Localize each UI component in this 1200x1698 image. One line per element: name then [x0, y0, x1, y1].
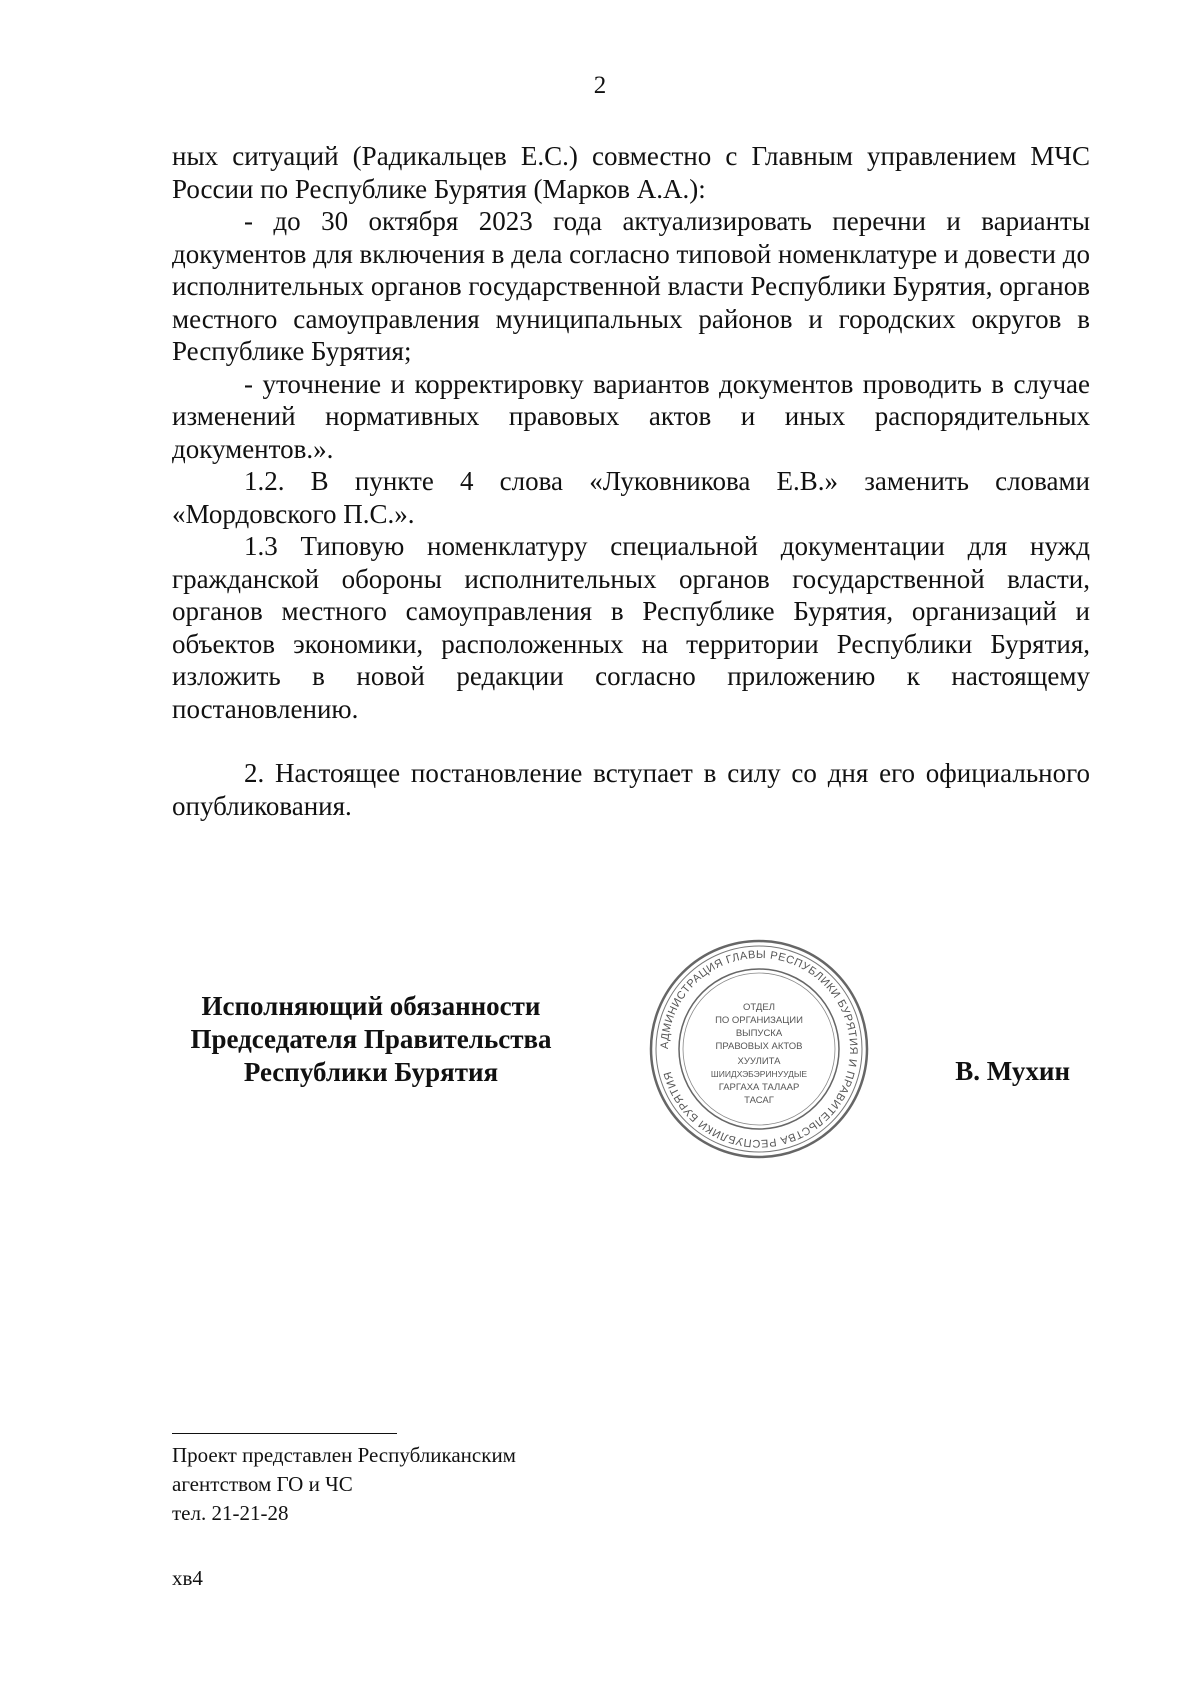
- document-body: [172, 140, 1090, 822]
- footnote-line: агентством ГО и ЧС: [172, 1472, 353, 1496]
- paragraph-2: 2. Настоящее постановление вступает в силу со дня его официального опубликования.: [172, 758, 1090, 821]
- footnote-line: Проект представлен Республиканским: [172, 1443, 516, 1467]
- seal-center-line: ВЫПУСКА: [735, 1028, 783, 1039]
- paragraph-1-2: 1.2. В пункте 4 слова «Луковникова Е.В.» заменить словами «Мордовского П.С.».: [172, 466, 1090, 529]
- seal-center-line: ГАРГАХА ТАЛААР: [718, 1082, 800, 1093]
- signer-position-line: Председателя Правительства: [190, 1024, 552, 1054]
- signer-name: В. Мухин: [955, 1056, 1070, 1086]
- page-number: 2: [593, 72, 607, 99]
- seal-center-line: ПРАВОВЫХ АКТОВ: [715, 1041, 803, 1052]
- seal-stamp-icon: [648, 938, 870, 1160]
- document-code: хв4: [172, 1566, 203, 1590]
- footnote-line: тел. 21-21-28: [172, 1501, 289, 1525]
- paragraph-corrections: - уточнение и корректировку вариантов документов проводить в случае изменений нормативных правовых актов и иных распорядительных документов.».: [172, 368, 1090, 464]
- seal-center-line: ТАСАГ: [744, 1095, 774, 1106]
- paragraph-deadline: - до 30 октября 2023 года актуализировать перечни и варианты документов для включения в дела согласно типовой номенклатуре и довести до исполнительных органов государственной власти Республики Бурятия, органов местного самоуправления муниципальных районов и городских округов в Республике Бурятия;: [172, 206, 1090, 366]
- official-seal: [648, 938, 870, 1160]
- paragraph-continuation: ных ситуаций (Радикальцев Е.С.) совместно с Главным управлением МЧС России по Республике Бурятия (Марков А.А.):: [172, 141, 1090, 204]
- signer-position-line: Исполняющий обязанности: [201, 991, 541, 1021]
- signer-position-line: Республики Бурятия: [243, 1057, 499, 1087]
- paragraph-1-3: 1.3 Типовую номенклатуру специальной документации для нужд гражданской обороны исполнительных органов государственной власти, органов местного самоуправления в Республике Бурятия, организаций и объектов экономики, расположенных на территории Республики Бурятия, изложить в новой редакции согласно приложению к настоящему постановлению.: [172, 531, 1090, 724]
- seal-center-line: ПО ОРГАНИЗАЦИИ: [715, 1015, 803, 1026]
- footnote-divider: [172, 1433, 397, 1434]
- seal-outer-text: АДМИНИСТРАЦИЯ ГЛАВЫ РЕСПУБЛИКИ БУРЯТИЯ И ПРАВИТЕЛЬСТВА РЕСПУБЛИКИ БУРЯТИЯ: [658, 948, 860, 1150]
- seal-center-line: ШИИДХЭБЭРИНУУДЫЕ: [710, 1069, 808, 1079]
- signer-position: [172, 990, 570, 1089]
- seal-center-line: ОТДЕЛ: [743, 1002, 775, 1013]
- seal-center-line: ХУУЛИТА: [737, 1056, 781, 1067]
- footnote: [172, 1441, 516, 1528]
